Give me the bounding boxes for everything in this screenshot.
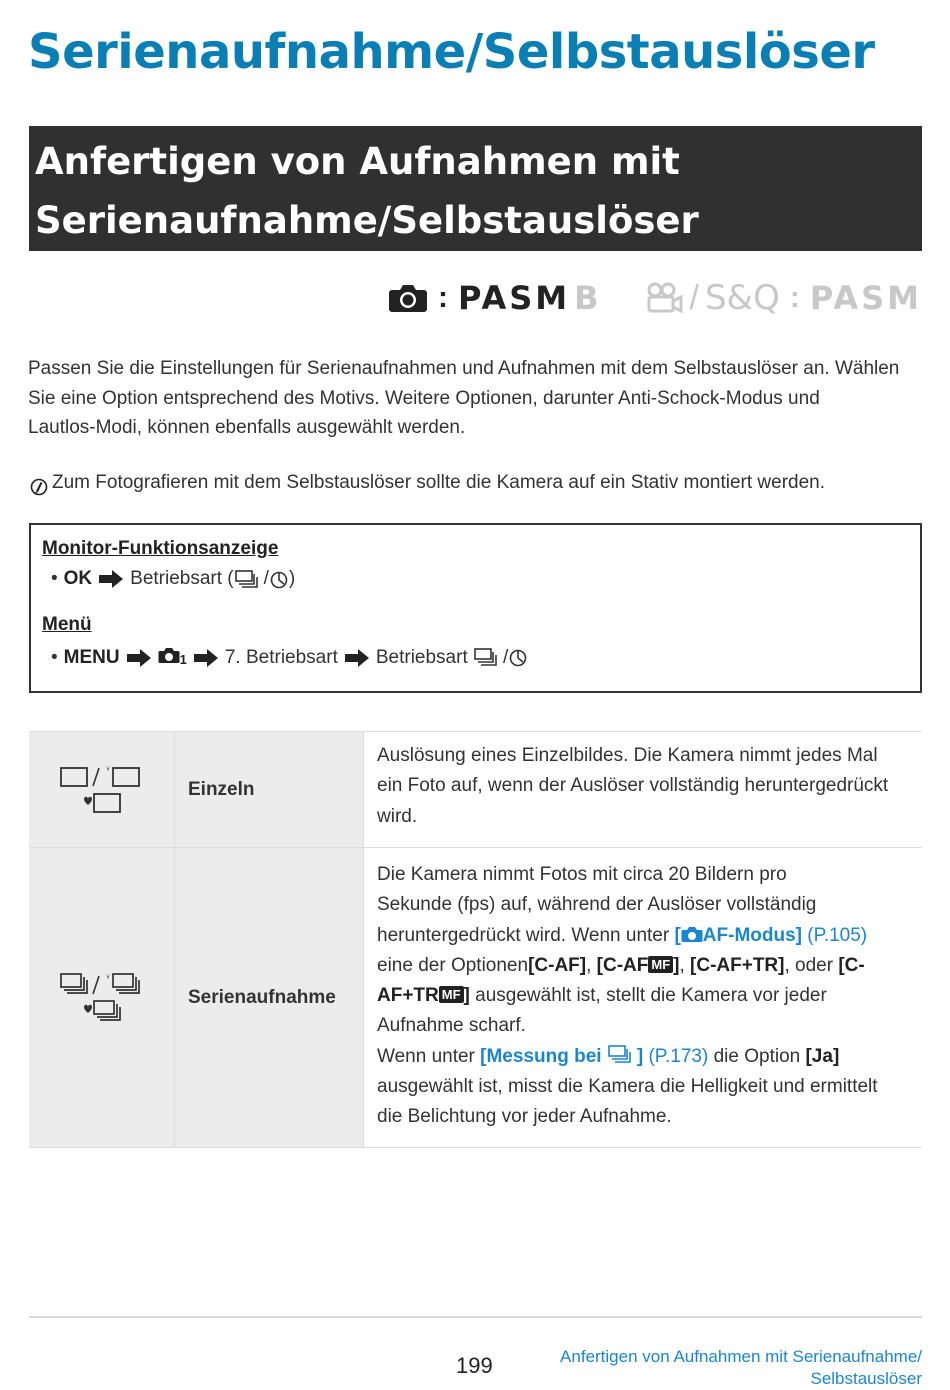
camera-icon [681, 925, 703, 943]
footer-divider [29, 1316, 922, 1318]
section-title-line2: Serienaufnahme/Selbstauslöser [35, 199, 699, 242]
bullet: • [51, 568, 58, 589]
menu-path: • MENU $_1$ 7. Betriebsart Betriebsart / [42, 639, 909, 676]
table-row [29, 732, 922, 848]
self-timer-icon [269, 569, 289, 589]
menu-heading: Menü [42, 614, 92, 635]
row-name: Serienaufnahme [175, 848, 364, 1147]
mode-colon-video: : [789, 281, 800, 314]
mf-badge: MF [439, 986, 464, 1003]
shooting-mode-indicator [388, 276, 922, 320]
single-frame-icon [57, 762, 147, 818]
row-description: Auslösung eines Einzelbildes. Die Kamera nimmt jedes Mal ein Foto auf, wenn der Auslöser vollständig heruntergedrückt wird. [377, 745, 889, 827]
af-mode-link[interactable]: [ AF-Modus] [674, 924, 802, 946]
section-header [29, 126, 922, 251]
monitor-heading: Monitor-Funktionsanzeige [42, 538, 279, 559]
monitor-path: • OK Betriebsart ( / ) [42, 563, 909, 595]
arrow-right-icon [126, 649, 152, 667]
ok-button-label: OK [63, 568, 93, 589]
row-name: Einzeln [175, 732, 364, 847]
camera-tab-icon: 1 [158, 639, 187, 676]
arrow-right-icon [98, 570, 124, 588]
arrow-right-icon [344, 649, 370, 667]
menu-item-label: 7. Betriebsart [224, 646, 338, 668]
metering-link[interactable]: [Messung bei ] [480, 1045, 644, 1067]
footer-section-link[interactable]: Anfertigen von Aufnahmen mit Serienaufnahme/ Selbstauslöser [560, 1347, 922, 1388]
movie-camera-icon [646, 282, 684, 314]
sequential-shooting-icon [57, 970, 147, 1026]
mf-badge: MF [648, 956, 673, 973]
single-frame-icons [29, 732, 175, 847]
arrow-right-icon [193, 649, 219, 667]
drive-mode-table [29, 731, 922, 1148]
sq-label: S&Q [704, 278, 780, 318]
sequential-icons [29, 848, 175, 1147]
page-ref-173[interactable]: (P.173) [648, 1045, 709, 1067]
video-modes: PASM [809, 279, 922, 317]
photo-modes-active: PASM [457, 279, 571, 317]
menu-button-label: MENU [63, 646, 120, 668]
access-box [29, 523, 922, 693]
intro-paragraph: Passen Sie die Einstellungen für Serienaufnahmen und Aufnahmen mit dem Selbstauslöser an. Wählen Sie eine Option entsprechend des Motivs. Weitere Optionen, darunter Anti-Schock-Modus und Lautlos-Modi, können ebenfalls ausgewählt werden. [28, 358, 900, 438]
tip-icon [30, 474, 48, 492]
tip-text: Zum Fotografieren mit dem Selbstauslöser sollte die Kamera auf ein Stativ montiert werden. [52, 472, 826, 493]
mode-colon: : [437, 281, 448, 314]
page-title: Serienaufnahme/Selbstauslöser [28, 24, 875, 80]
page-ref-105[interactable]: (P.105) [807, 924, 868, 946]
sequential-icon [473, 647, 503, 667]
row-description: Die Kamera nimmt Fotos mit circa 20 Bildern pro Sekunde (fps) auf, während der Auslöser vollständig heruntergedrückt wird. Wenn unter [ AF-Modus] (P.105) eine der Optionen[C-AF], [C-AF MF ], [C-AF+TR], oder [C- AF+TR MF ] ausgewählt ist, stellt die Kamera vor jeder Aufnahme scharf. Wenn unter [Messung bei ] (P.173) die Option [Ja] ausgewählt ist, misst die Kamera die Helligkeit und ermittelt die Belichtung vor jeder Aufnahme. [377, 864, 878, 1128]
sequential-icon [234, 569, 264, 589]
sequential-icon [607, 1044, 637, 1064]
mode-slash: / [689, 278, 699, 317]
tip-note [30, 470, 825, 496]
table-row [29, 848, 922, 1148]
page-number: 199 [456, 1353, 493, 1378]
camera-icon [388, 282, 428, 314]
photo-modes-inactive: B [574, 279, 602, 317]
bullet: • [51, 646, 58, 668]
section-title-line1: Anfertigen von Aufnahmen mit [35, 140, 680, 183]
self-timer-icon [508, 647, 528, 667]
